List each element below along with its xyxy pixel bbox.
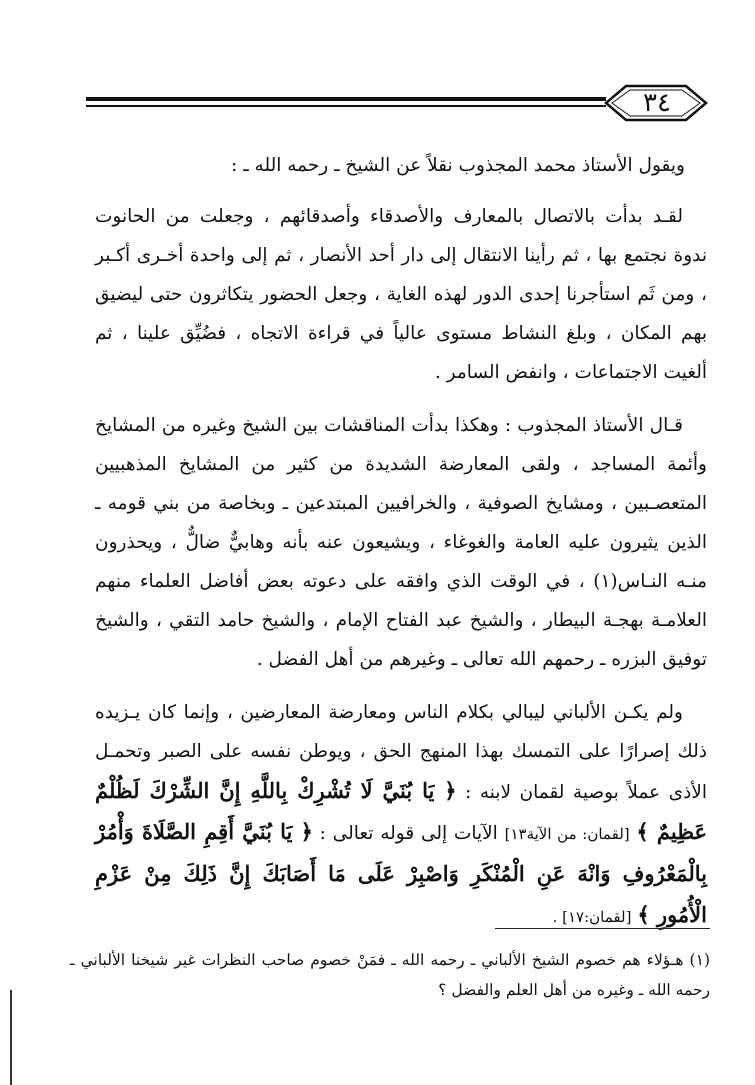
paragraph-2: قـال الأستاذ المجذوب : وهكذا بدأت المناقشات بين الشيخ وغيره من المشايخ وأئمة المساجد ، ولقى المعارضة الشديدة من كثير من المشايخ المذهبيين المتعصـبين ، ومشايخ الصوفية ، والخرافيين المبتدعين ـ وبخاصة من بني قومه ـ الذين يثيرون عليه العامة والغوغاء ، ويشيعون عنه بأنه وهابيٌّ ضالٌّ ، ويحذرون منـه النـاس(١) ، في الوقت الذي وافقه على دعوته بعض أفاضل العلماء منهم العلامـة بهجـة البيطار ، والشيخ عبد الفتاح الإمام ، والشيخ حامد التقي ، والشيخ توفيق البزره ـ رحمهم الله تعالى ـ وغيرهم من أهل الفضل . bbox=[95, 415, 707, 670]
page-number: ٣٤ bbox=[643, 88, 671, 118]
quran-verse-2: ﴿ يَا بُنَيَّ أَقِمِ الصَّلَاةَ وَأْمُرْ بِالْمَعْرُوفِ وَانْهَ عَنِ الْمُنْكَرِ وَاصْبِرْ عَلَى مَا أَصَابَكَ إِنَّ ذَلِكَ مِنْ عَزْمِ الْأُمُورِ ﴾ bbox=[95, 819, 707, 927]
intro-line: ويقول الأستاذ محمد المجذوب نقلاً عن الشيخ ـ رحمه الله ـ : bbox=[231, 155, 685, 176]
page-header bbox=[86, 82, 714, 124]
footnote: (١) هـؤلاء هم خصوم الشيخ الألباني ـ رحمه الله ـ فمَنْ خصوم صاحب النظرات غير شيخنا الألباني ـ رحمه الله ـ وغيره من أهل العلم والفضل ؟ bbox=[70, 951, 710, 999]
main-text bbox=[95, 146, 707, 951]
paragraph-3 bbox=[95, 693, 707, 937]
scan-margin-line bbox=[10, 990, 12, 1085]
quran-verse-1: ﴿ يَا بُنَيَّ لَا تُشْرِكْ بِاللَّهِ إِنَّ الشِّرْكَ لَظُلْمٌ عَظِيمٌ ﴾ bbox=[95, 778, 707, 844]
footnote-separator bbox=[495, 928, 710, 929]
verse-reference-1: [لقمان: من الآية١٣] bbox=[504, 825, 630, 843]
paragraph-3-text-b: الآيات إلى قوله تعالى : bbox=[319, 823, 498, 844]
paragraph-3-text-a: ولم يكـن الألباني ليبالي بكلام الناس ومعارضة المعارضين ، وإنما كان يـزيده ذلك إصرارًا على التمسك بهذا المنهج الحق ، ويوطن نفسه على الصبر وتحمـل الأذى عملاً بوصية لقمان لابنه : bbox=[95, 702, 707, 803]
paragraph-1: لقـد بدأت بالاتصال بالمعارف والأصدقاء وأصدقائهم ، وجعلت من الحانوت ندوة نجتمع بها ، ثم رأينا الانتقال إلى دار أحد الأنصار ، ثم إلى واحدة أخـرى أكـبر ، ومن ثَم استأجرنا إحدى الدور لهذه الغاية ، وجعل الحضور يتكاثرون حتى ليضيق بهم المكان ، وبلغ النشاط مستوى عالياً في قراءة الاتجاه ، فضُيِّق علينا ، ثم ألغيت الاجتماعات ، وانفض السامر . bbox=[95, 206, 707, 383]
verse-reference-2: [لقمان:١٧] . bbox=[552, 908, 632, 926]
